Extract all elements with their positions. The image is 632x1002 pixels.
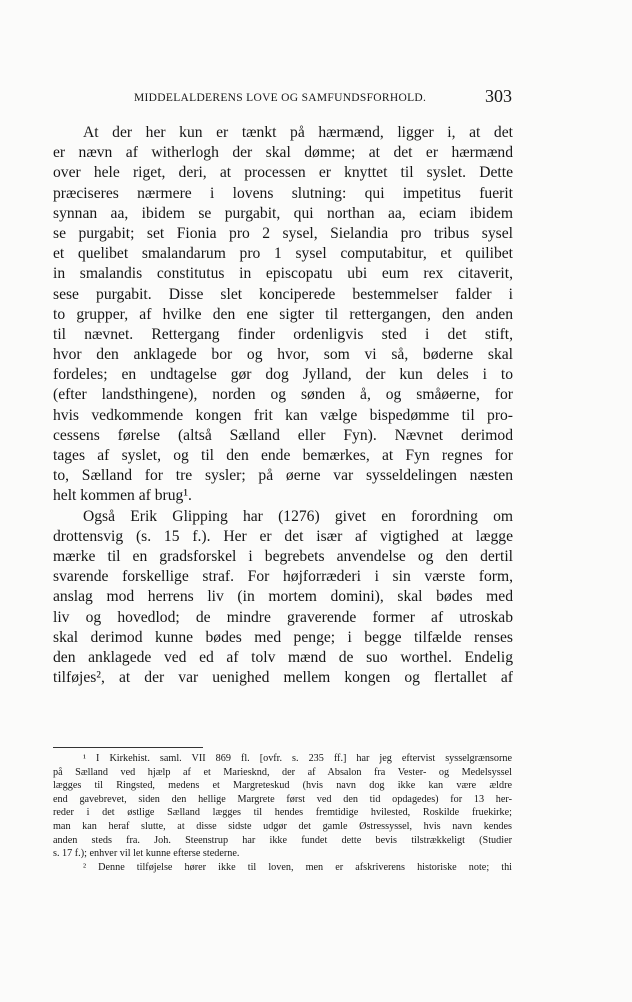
body-line: skal derimod kunne bødes med penge; i begge tilfælde renses bbox=[53, 628, 513, 646]
body-line: et quelibet smalandarum pro 1 sysel computabitur, et quilibet bbox=[53, 245, 513, 263]
footnote-line: reder i det østlige Sælland lægges til hendes fremtidige hvilested, Roskilde fruekirke; bbox=[53, 807, 512, 819]
body-line: tages af syslet, og til den ende bemærkes, at Fyn regnes for bbox=[53, 447, 513, 464]
footnote-line: end gavebrevet, siden den hellige Margrete først ved den tid opdagedes) for 13 her- bbox=[53, 793, 512, 805]
body-line: synnan aa, ibidem se purgabit, qui northan aa, eciam ibidem bbox=[53, 204, 513, 222]
body-line: er nævn af witherlogh der skal dømme; at det er hærmænd bbox=[53, 144, 513, 162]
body-line: in smalandis constitutus in episcopatu ubi eum rex citaverit, bbox=[53, 265, 513, 283]
page-header bbox=[52, 88, 512, 112]
footnotes bbox=[53, 752, 512, 874]
body-line: sese purgabit. Disse slet konciperede bestemmelser falder i bbox=[53, 285, 513, 303]
body-line: to, Sælland for tre sysler; på øerne var sysseldelingen næsten bbox=[53, 467, 513, 485]
body-line: to grupper, af hvilke den ene sigter til rettergangen, den anden bbox=[53, 305, 513, 323]
body-line: (efter landsthingene), norden og sønden å, og småøerne, for bbox=[53, 386, 513, 404]
body-line: mærke til en gradsforskel i begrebets anvendelse og den dertil bbox=[53, 547, 513, 565]
body-line: At der her kun er tænkt på hærmænd, ligger i, at det bbox=[83, 124, 513, 141]
footnote-divider bbox=[53, 747, 203, 748]
footnote-line: man kan heraf slutte, at disse sidste udgør det gamle Østressyssel, hvis navn kendes bbox=[53, 820, 512, 832]
body-line: hvis vedkommende kongen frit kan vælge bispedømme til pro- bbox=[53, 406, 513, 424]
body-line: til nævnet. Rettergang finder ordenligvis sted i det stift, bbox=[53, 325, 513, 343]
body-line: fordeles; en undtagelse gør dog Jylland, der kun deles i to bbox=[53, 366, 513, 384]
footnote-line: s. 17 f.); enhver vil let kunne efterse stederne. bbox=[53, 848, 240, 860]
body-line: Også Erik Glipping har (1276) givet en forordning om bbox=[83, 507, 513, 525]
footnote-line: ¹ I Kirkehist. saml. VII 869 fl. [ovfr. s. 235 ff.] har jeg eftervist sysselgrænsorne bbox=[83, 753, 512, 764]
body-line: drottensvig (s. 15 f.). Her er det især af vigtighed at lægge bbox=[53, 527, 513, 545]
body-text bbox=[53, 123, 513, 688]
footnote-line: på Sælland ved hjælp af et Mariesknd, der af Absalon fra Vester- og Medelsyssel bbox=[53, 766, 512, 778]
body-line: cessens førelse (altså Sælland eller Fyn). Nævnet derimod bbox=[53, 426, 513, 444]
body-line: liv og hovedlod; de mindre graverende former af utroskab bbox=[53, 608, 513, 626]
body-line: præciseres nærmere i lovens slutning: qui impetitus fuerit bbox=[53, 184, 513, 202]
body-line: se purgabit; set Fionia pro 2 sysel, Sielandia pro tribus sysel bbox=[53, 224, 513, 242]
body-line: helt kommen af brug¹. bbox=[53, 487, 192, 505]
running-title: MIDDELALDERENS LOVE OG SAMFUNDSFORHOLD. bbox=[134, 92, 427, 104]
body-line: svarende forskellige straf. For højforræderi i sin værste form, bbox=[53, 568, 513, 586]
body-line: tilføjes², at der var uenighed mellem kongen og flertallet af bbox=[53, 669, 513, 687]
footnote-line: lægges til Ringsted, medens et Margreteskud (hvis navn dog ikke kan være ældre bbox=[53, 780, 512, 792]
body-line: anslag mod herrens liv (in mortem domini), skal bødes med bbox=[53, 588, 513, 606]
body-line: over hele riget, deri, at processen er knyttet til syslet. Dette bbox=[53, 164, 513, 182]
page-number: 303 bbox=[485, 86, 512, 106]
body-line: hvor den anklagede bor og hvor, som vi så, bøderne skal bbox=[53, 346, 513, 364]
footnote-line: ² Denne tilføjelse hører ikke til loven, men er afskriverens historiske note; thi bbox=[83, 861, 512, 873]
footnote-line: anden steds fra. Joh. Steenstrup har ikke fundet dette bevis tilstrækkeligt (Studier bbox=[53, 834, 512, 846]
body-line: den anklagede ved ed af tolv mænd de suo worthel. Endelig bbox=[53, 648, 513, 666]
